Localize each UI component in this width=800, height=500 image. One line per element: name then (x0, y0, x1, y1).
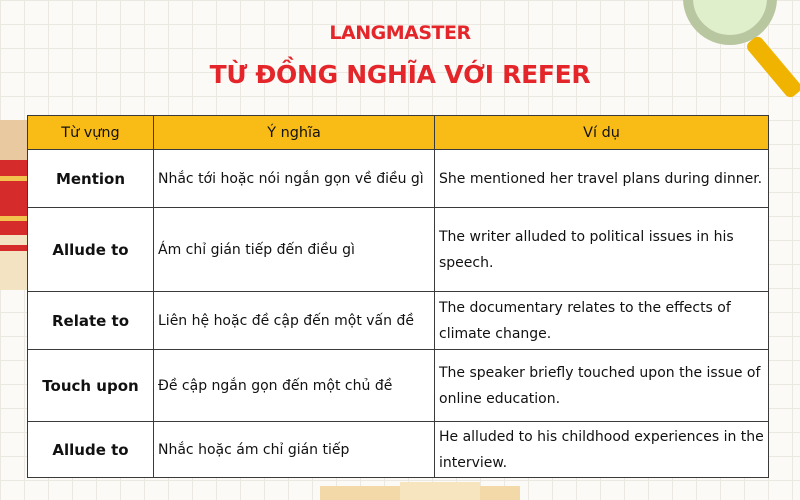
vocabulary-table (27, 115, 769, 478)
example-cell: He alluded to his childhood experiences in the interview. (435, 422, 769, 478)
meaning-cell: Liên hệ hoặc đề cập đến một vấn đề (154, 292, 435, 350)
word-cell: Touch upon (28, 350, 154, 422)
table-row (28, 292, 769, 350)
table-row (28, 350, 769, 422)
example-cell: The writer alluded to political issues in his speech. (435, 208, 769, 292)
word-cell: Allude to (28, 422, 154, 478)
word-cell: Allude to (28, 208, 154, 292)
example-cell: The speaker briefly touched upon the issue of online education. (435, 350, 769, 422)
brand-logo: LANGMASTER (329, 22, 471, 44)
example-cell: She mentioned her travel plans during dinner. (435, 150, 769, 208)
column-header-meaning: Ý nghĩa (154, 116, 435, 150)
meaning-cell: Nhắc hoặc ám chỉ gián tiếp (154, 422, 435, 478)
meaning-cell: Ám chỉ gián tiếp đến điều gì (154, 208, 435, 292)
table-header-row (28, 116, 769, 150)
table-row (28, 208, 769, 292)
column-header-word: Từ vựng (28, 116, 154, 150)
page-title: TỪ ĐỒNG NGHĨA VỚI REFER (209, 60, 591, 89)
meaning-cell: Nhắc tới hoặc nói ngắn gọn về điều gì (154, 150, 435, 208)
example-cell: The documentary relates to the effects of climate change. (435, 292, 769, 350)
word-cell: Relate to (28, 292, 154, 350)
word-cell: Mention (28, 150, 154, 208)
magnifier-icon (650, 0, 800, 110)
table-row (28, 150, 769, 208)
table-row (28, 422, 769, 478)
notebook-icon (320, 480, 520, 500)
column-header-example: Ví dụ (435, 116, 769, 150)
books-icon (0, 120, 30, 290)
meaning-cell: Đề cập ngắn gọn đến một chủ đề (154, 350, 435, 422)
